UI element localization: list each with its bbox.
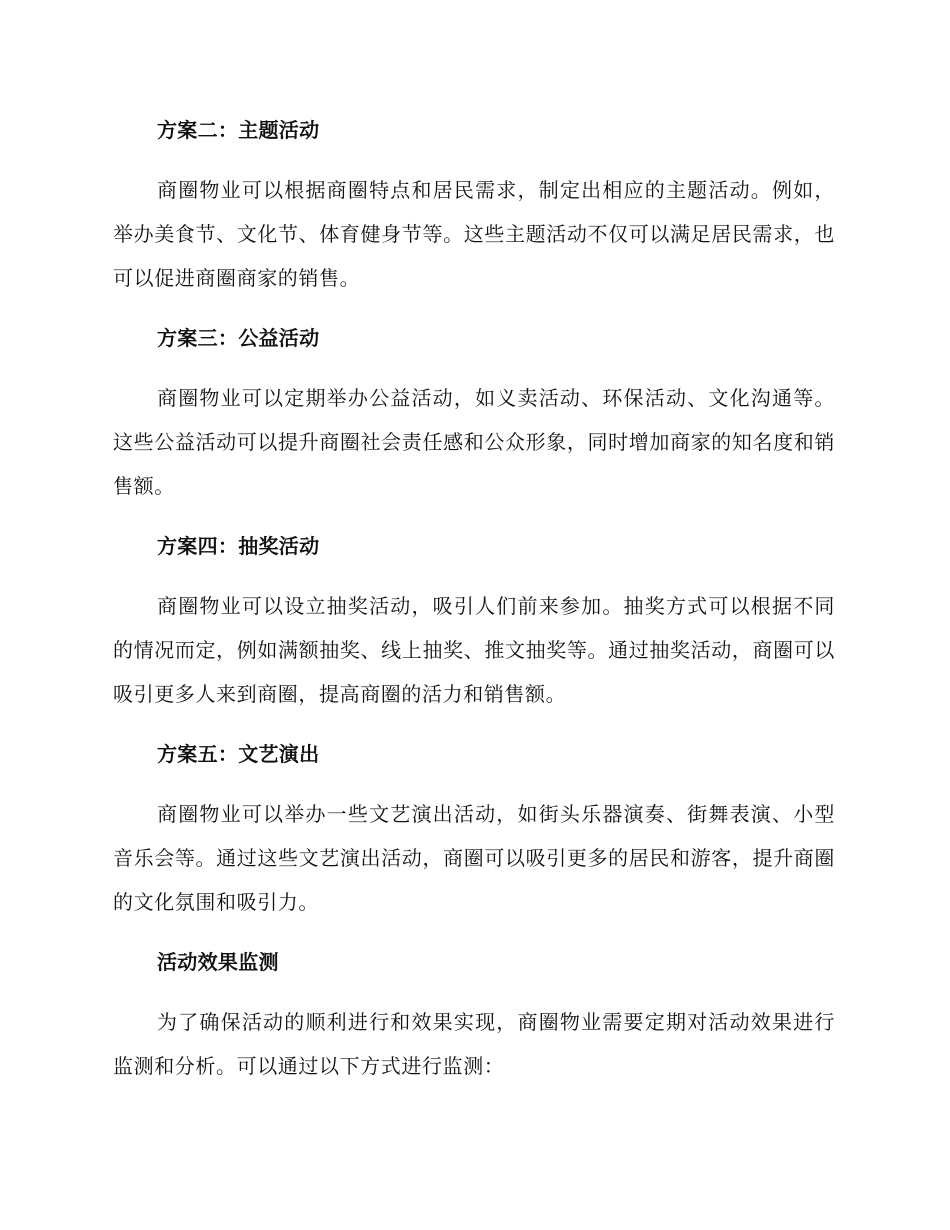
section-body-plan-2: 商圈物业可以根据商圈特点和居民需求，制定出相应的主题活动。例如，举办美食节、文化节、体育健身节等。这些主题活动不仅可以满足居民需求，也可以促进商圈商家的销售。 [113,178,835,290]
spacer [113,360,835,376]
spacer [113,568,835,584]
spacer [113,152,835,168]
spacer [113,984,835,1000]
section-body-plan-4: 商圈物业可以设立抽奖活动，吸引人们前来参加。抽奖方式可以根据不同的情况而定，例如满额抽奖、线上抽奖、推文抽奖等。通过抽奖活动，商圈可以吸引更多人来到商圈，提高商圈的活力和销售额。 [113,594,835,706]
section-body-monitoring: 为了确保活动的顺利进行和效果实现，商圈物业需要定期对活动效果进行监测和分析。可以通过以下方式进行监测： [113,1010,835,1078]
document-page [113,108,835,1088]
section-body-plan-3: 商圈物业可以定期举办公益活动，如义卖活动、环保活动、文化沟通等。这些公益活动可以提升商圈社会责任感和公众形象，同时增加商家的知名度和销售额。 [113,386,835,498]
spacer [113,716,835,732]
section-heading-plan-4: 方案四：抽奖活动 [157,534,320,558]
section-heading-plan-3: 方案三：公益活动 [157,326,320,350]
section-heading-plan-2: 方案二：主题活动 [157,118,320,142]
spacer [113,508,835,524]
spacer [113,300,835,316]
spacer [113,776,835,792]
section-heading-monitoring: 活动效果监测 [157,950,279,974]
spacer [113,924,835,940]
section-body-plan-5: 商圈物业可以举办一些文艺演出活动，如街头乐器演奏、街舞表演、小型音乐会等。通过这些文艺演出活动，商圈可以吸引更多的居民和游客，提升商圈的文化氛围和吸引力。 [113,802,835,914]
section-heading-plan-5: 方案五：文艺演出 [157,742,320,766]
